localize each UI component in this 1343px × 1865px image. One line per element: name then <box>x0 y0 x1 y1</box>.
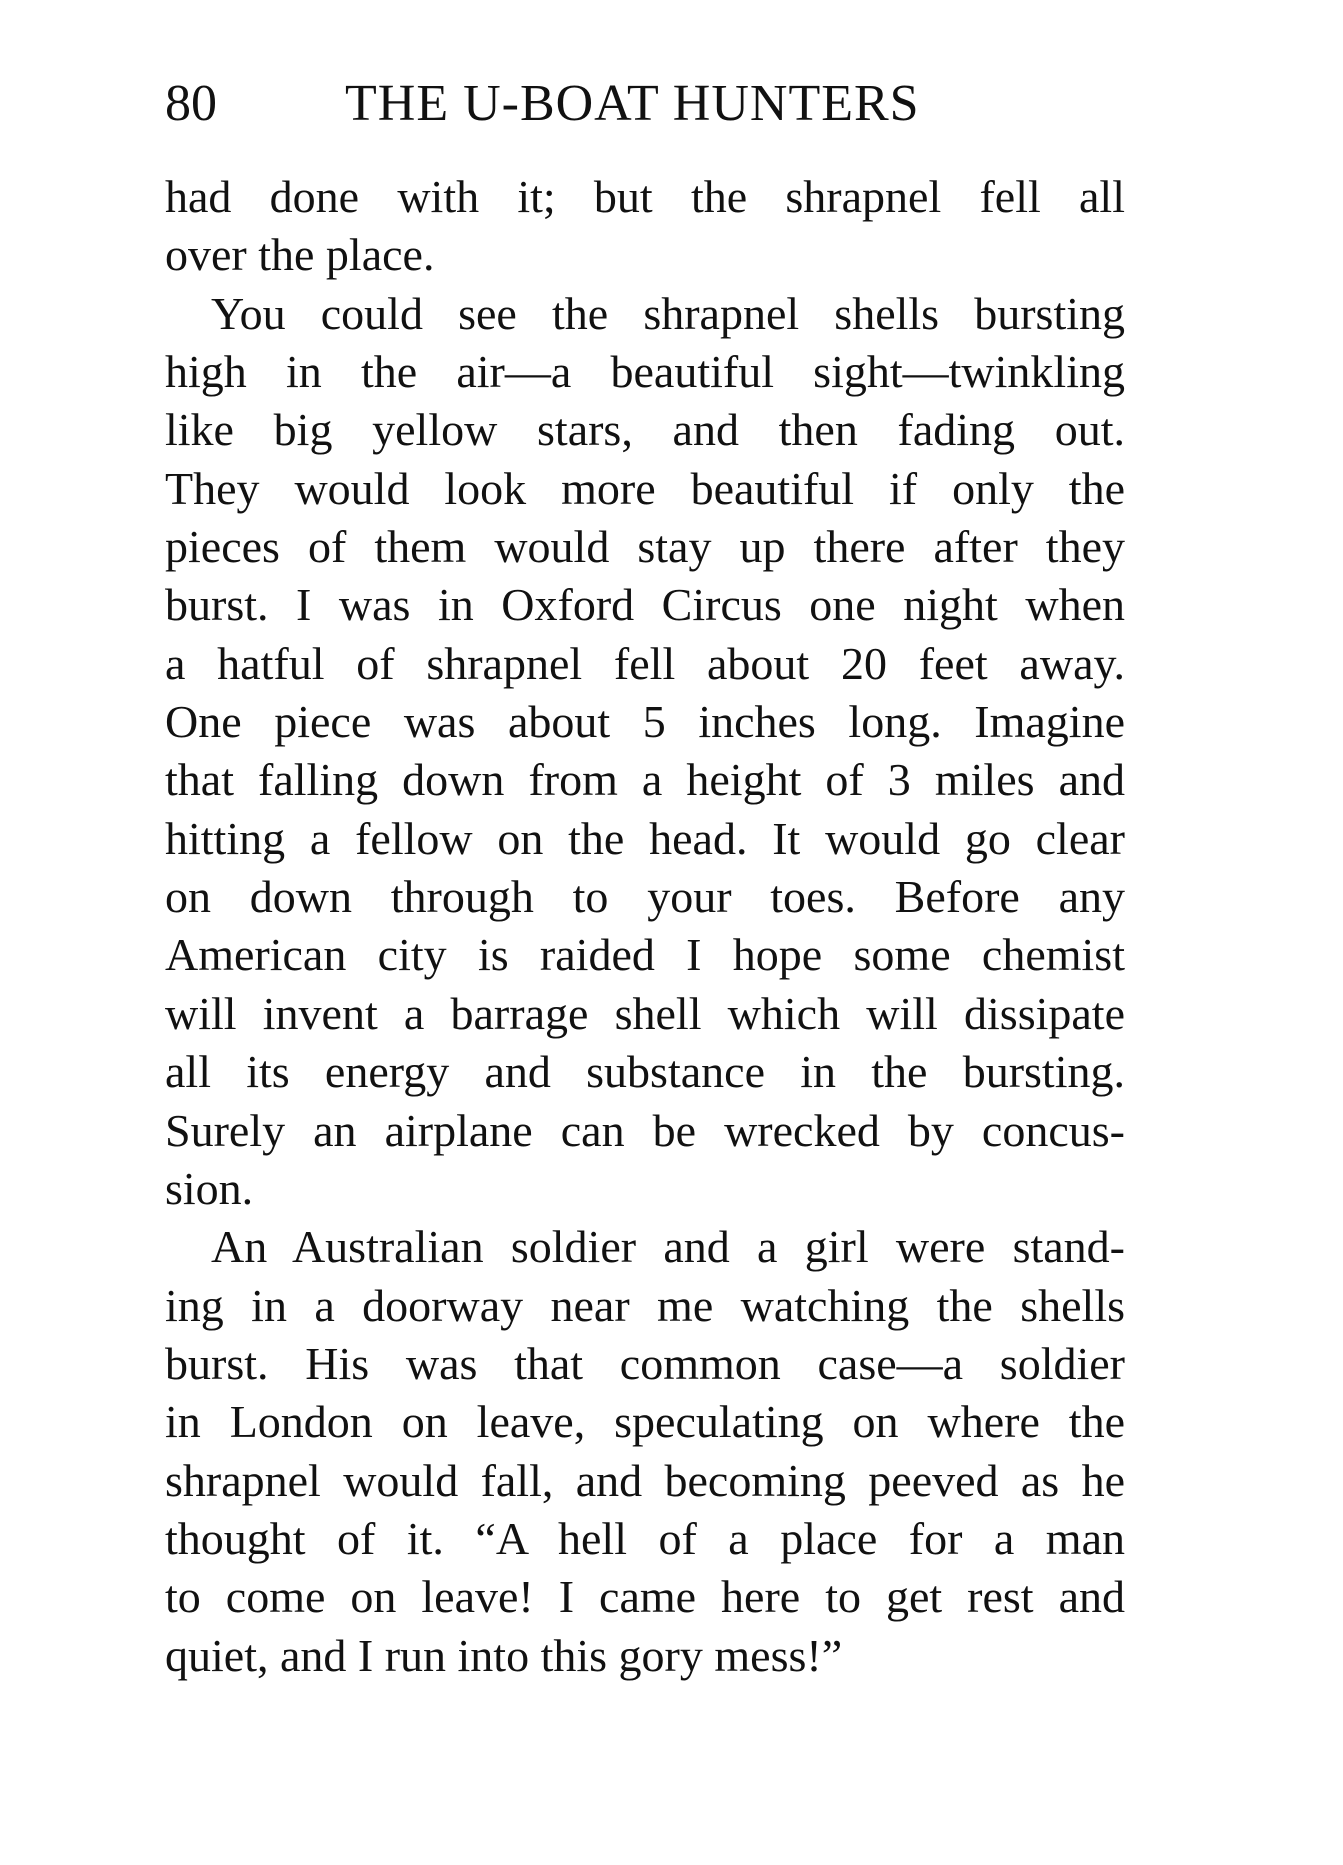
text-line: to come on leave! I came here to get rest and <box>165 1571 1125 1623</box>
text-line: will invent a barrage shell which will dissipate <box>165 987 1125 1039</box>
text-line: quiet, and I run into this gory mess!” <box>165 1629 843 1681</box>
text-line: An Australian soldier and a girl were stand- <box>211 1221 1125 1273</box>
text-line: that falling down from a height of 3 miles and <box>165 754 1125 806</box>
text-line: like big yellow stars, and then fading out. <box>165 404 1125 456</box>
text-line: One piece was about 5 inches long. Imagine <box>165 696 1125 748</box>
body-text <box>165 168 1125 1685</box>
text-line: pieces of them would stay up there after they <box>165 521 1125 573</box>
book-title: THE U-BOAT HUNTERS <box>345 75 920 132</box>
text-line: ing in a doorway near me watching the shells <box>165 1279 1125 1331</box>
text-line: You could see the shrapnel shells bursting <box>211 287 1125 339</box>
text-line: all its energy and substance in the bursting. <box>165 1046 1125 1098</box>
text-line: had done with it; but the shrapnel fell all <box>165 171 1125 222</box>
text-line: sion. <box>165 1162 254 1214</box>
text-line: shrapnel would fall, and becoming peeved as he <box>165 1454 1125 1506</box>
text-line: on down through to your toes. Before any <box>165 871 1125 923</box>
page-number: 80 <box>165 75 217 132</box>
text-line: thought of it. “A hell of a place for a man <box>165 1512 1125 1564</box>
running-head <box>165 72 1125 136</box>
text-line: They would look more beautiful if only the <box>165 462 1125 514</box>
text-line: Surely an airplane can be wrecked by concus- <box>165 1104 1125 1156</box>
text-line: burst. I was in Oxford Circus one night when <box>165 579 1125 631</box>
text-line: American city is raided I hope some chemist <box>165 929 1125 981</box>
paragraph-2 <box>165 285 1125 1219</box>
paragraph-3 <box>165 1218 1125 1685</box>
paragraph-1 <box>165 168 1125 285</box>
text-line: over the place. <box>165 229 435 281</box>
text-line: hitting a fellow on the head. It would go clear <box>165 812 1125 864</box>
text-line: a hatful of shrapnel fell about 20 feet away. <box>165 637 1125 689</box>
text-line: burst. His was that common case—a soldier <box>165 1337 1125 1389</box>
text-line: in London on leave, speculating on where the <box>165 1396 1125 1448</box>
text-line: high in the air—a beautiful sight—twinkling <box>165 346 1125 398</box>
